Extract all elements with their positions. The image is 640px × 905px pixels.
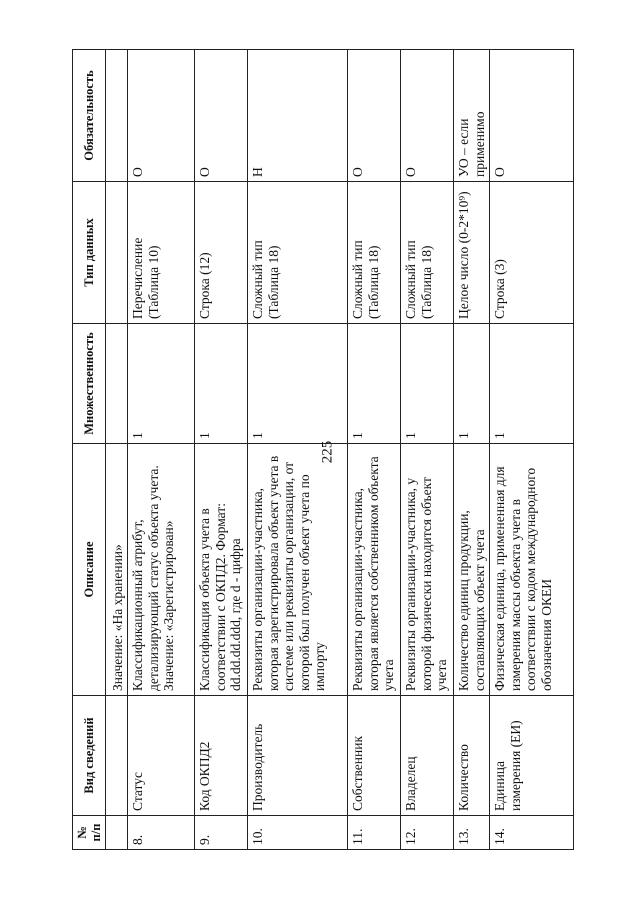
table-row [348,50,401,850]
header-row [73,50,106,850]
row-description: Реквизиты организации-участника, у которой физически находится объект учета [401,444,454,696]
header-obligation: Обязательность [73,50,106,182]
row-kind: Производитель [248,696,348,816]
row-obligation: О [195,50,248,182]
row-data-type: Строка (12) [195,182,248,324]
row-obligation: О [401,50,454,182]
table-row [195,50,248,850]
header-data-type: Тип данных [73,182,106,324]
continuation-row [106,50,128,850]
row-data-type: Сложный тип (Таблица 18) [248,182,348,324]
row-data-type: Сложный тип (Таблица 18) [401,182,454,324]
row-obligation: Н [248,50,348,182]
page-number: 225 [319,440,336,464]
row-description: Реквизиты организации-участника, которая зарегистрировала объект учета в системе или реквизиты организации, от которой был получен объект учета по импорту [248,444,348,696]
row-multiplicity: 1 [401,324,454,444]
row-multiplicity: 1 [490,324,574,444]
table-row [128,50,195,850]
row-multiplicity: 1 [348,324,401,444]
row-description: Физическая единица, примененная для измерения массы объекта учета в соответствии с кодом международного обозначения ОКЕИ [490,444,574,696]
row-num: 11. [348,816,401,850]
row-obligation: О [348,50,401,182]
row-description: Классификационный атрибут, детализирующий статус объекта учета. Значение: «Зарегистрирован» [128,444,195,696]
table-row [490,50,574,850]
row-kind: Единица измерения (ЕИ) [490,696,574,816]
row-obligation: О [490,50,574,182]
row-description: Реквизиты организации-участника, которая является собственником объекта учета [348,444,401,696]
row-num: 10. [248,816,348,850]
row-kind: Код ОКПД2 [195,696,248,816]
row-data-type: Сложный тип (Таблица 18) [348,182,401,324]
row-kind: Статус [128,696,195,816]
row-kind: Владелец [401,696,454,816]
row-num: 9. [195,816,248,850]
row-description: Классификация объекта учета в соответствии с ОКПД2. Формат: dd.dd.dd.ddd, где d - цифра [195,444,248,696]
table-container [72,50,554,850]
row-num: 13. [454,816,490,850]
table-row [401,50,454,850]
row-kind: Собственник [348,696,401,816]
row-num: 8. [128,816,195,850]
row-data-type: Перечисление (Таблица 10) [128,182,195,324]
header-multiplicity: Множественность [73,324,106,444]
row-multiplicity: 1 [248,324,348,444]
header-num: № п/п [73,816,106,850]
row-multiplicity: 1 [454,324,490,444]
row-description: Количество единиц продукции, составляющих объект учета [454,444,490,696]
row-obligation: УО – если применимо [454,50,490,182]
row-kind: Количество [454,696,490,816]
row-data-type: Строка (3) [490,182,574,324]
table-row [454,50,490,850]
header-description: Описание [73,444,106,696]
data-table [72,49,574,850]
row-multiplicity: 1 [195,324,248,444]
row-num: 14. [490,816,574,850]
row-obligation: О [128,50,195,182]
table-row [248,50,348,850]
row-num: 12. [401,816,454,850]
header-kind: Вид сведений [73,696,106,816]
continuation-text: Значение: «На хранении» [106,444,128,696]
row-data-type: Целое число (0-2*10⁹) [454,182,490,324]
row-multiplicity: 1 [128,324,195,444]
